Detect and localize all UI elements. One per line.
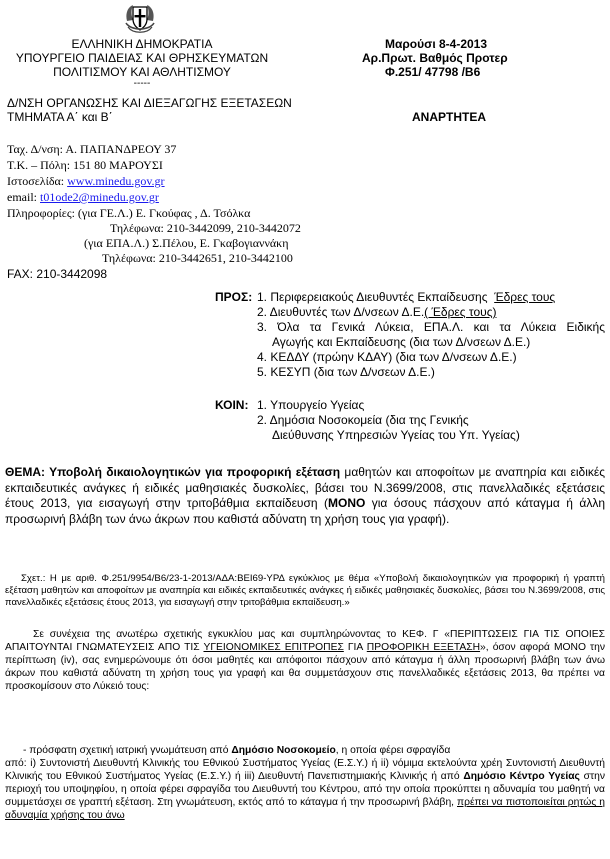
health-committees-underlined: ΥΓΕΙΟΝΟΜΙΚΕΣ ΕΠΙΤΡΟΠΕΣ [203,642,344,654]
subject-label: ΘΕΜΑ: [5,465,45,479]
cc-label: ΚΟΙΝ: [215,398,249,412]
body-bullet-1: - πρόσφατη σχετική ιατρική γνωμάτευση από Δημόσιο Νοσοκομείο, η οποία φέρει σφραγίδα [23,745,451,756]
contact-info-epal: (για ΕΠΑ.Λ.) Σ.Πέλου, Ε. Γκαβογιαννάκη [84,236,289,250]
reference-paragraph: Σχετ.: Η με αριθ. Φ.251/9954/Β6/23-1-2013/ΑΔΑ:ΒΕΙ69-ΥΡΔ εγκύκλιος με θέμα «Υποβολή δικαιολογητικών για προφορική ή γραπτή εξέταση μαθητών και αποφοίτων με αναπηρία και ειδικές εκπαιδευτικές ανάγκες ή ειδικές μαθησιακές δυσκολίες, βάσει του Ν.3699/2008, στις πανελλαδικές εξετάσεις έτους 2013, για εισαγωγή στην τριτοβάθμια εκπαίδευση.» [5,573,605,608]
subject-mono: ΜΟΝΟ [328,496,366,511]
email-label: email: [7,190,40,204]
recipient-5: 5. ΚΕΣΥΠ (δια των Δ/νσεων Δ.Ε.) [257,365,435,379]
recipient-1: 1. Περιφερειακούς Διευθυντές Εκπαίδευσης Έδρες τους [257,290,556,304]
oral-exam-underlined: ΠΡΟΦΟΡΙΚΗ ΕΞΕΤΑΣΗ [366,642,481,654]
header-ministry-line-1: ΥΠΟΥΡΓΕΙΟ ΠΑΙΔΕΙΑΣ ΚΑΙ ΘΡΗΣΚΕΥΜΑΤΩΝ [15,51,269,65]
contact-email-row [7,190,159,205]
certification-underlined: πρέπει να πιστοποιείται ρητώς η αδυναμία χρήσης του άνω [5,797,606,822]
body-bullet-1-cont: από: i) Συντονιστή Διευθυντή Κλινικής του Εθνικού Συστήματος Υγείας (Ε.Σ.Υ.) ή ii) νόμιμα εκτελούντα χρέη Συντονιστή Διευθυντή Κλινικής του Εθνικού Συστήματος Υγείας (Ε.Σ.Υ.) ή iii) Διευθυντή Πανεπιστημιακής Κλινικής ή από Δημόσιο Κέντρο Υγείας στην περιοχή του υποψηφίου, η οποία φέρει σφραγίδα του Διευθυντή του Κέντρου, από την οποία προκύπτει η αδυναμία του μαθητή να συμμετάσχει σε γραπτή εξέταση. Στη γνωμάτευση, εκτός από το κάταγμα ή την προσωρινή βλάβη, πρέπει να πιστοποιείται ρητώς η αδυναμία χρήσης του άνω [5,758,606,822]
header-directorate: Δ/ΝΣΗ ΟΡΓΑΝΩΣΗΣ ΚΑΙ ΔΙΕΞΑΓΩΓΗΣ ΕΞΕΤΑΣΕΩΝ [7,96,292,110]
website-label: Ιστοσελίδα: [7,174,68,188]
contact-website-row [7,174,165,189]
email-link[interactable]: t01ode2@minedu.gov.gr [40,190,159,204]
recipient-4: 4. ΚΕΔΔΥ (πρώην ΚΔΑΥ) (δια των Δ/νσεων Δ.Ε.) [257,350,517,364]
contact-postal: Τ.Κ. – Πόλη: 151 80 ΜΑΡΟΥΣΙ [7,158,163,172]
to-label: ΠΡΟΣ: [215,290,253,304]
cc-2-cont: Διεύθυνσης Υπηρεσιών Υγείας του Υπ. Υγείας) [272,428,520,442]
contact-fax: FAX: 210-3442098 [7,267,108,281]
subject-bold: Υποβολή δικαιολογητικών για προφορική εξέταση [45,465,341,479]
subject-paragraph [5,465,605,528]
header-separator: ----- [133,78,151,89]
contact-address: Ταχ. Δ/νση: Α. ΠΑΠΑΝΔΡΕΟΥ 37 [7,142,177,156]
body-paragraph-1: Σε συνέχεια της ανωτέρω σχετικής εγκυκλίου μας και συμπληρώνοντας το ΚΕΦ. Γ «ΠΕΡΙΠΤΩΣΕΙΣ ΓΙΑ ΤΙΣ ΟΠΟΙΕΣ ΑΠΑΙΤΟΥΝΤΑΙ ΓΝΩΜΑΤΕΥΣΕΙΣ ΑΠΟ ΤΙΣ ΥΓΕΙΟΝΟΜΙΚΕΣ ΕΠΙΤΡΟΠΕΣ ΓΙΑ ΠΡΟΦΟΡΙΚΗ ΕΞΕΤΑΣΗ», όσον αφορά ΜΟΝΟ την περίπτωση (iv), σας ενημερώνουμε ότι όσοι μαθητές και απόφοιτοι πάσχουν από κάταγμα ή άλλη προσωρινή βλάβη των άνω άκρων που καθιστά αδύνατη τη χρήση τους για γραφή και θα συμμετάσχουν στις πανελλαδικές εξετάσεις 2013, θα πρέπει να προσκομίσουν στο Λύκειό τους: [5,629,605,693]
header-ministry-line-2: ΠΟΛΙΤΙΣΜΟΥ ΚΑΙ ΑΘΛΗΤΙΣΜΟΥ [53,65,231,79]
posting-label: ΑΝΑΡΤΗΤΕΑ [412,110,486,124]
recipient-3-cont: Αγωγής και Εκπαίδευσης (δια των Δ/νσεων Δ.Ε.) [272,335,531,349]
header-country: ΕΛΛΗΝΙΚΗ ΔΗΜΟΚΡΑΤΙΑ [71,37,213,51]
subject-text-end: για όσους πάσχουν από κάταγμα ή άλλη προσωρινή βλάβη των άνω άκρων που καθιστά αδύνατη τη χρήση τους για γραφή). [5,496,605,527]
contact-phones-gel: Τηλέφωνα: 210-3442099, 210-3442072 [110,221,301,235]
recipient-2: 2. Διευθυντές των Δ/νσεων Δ.Ε.( Έδρες τους) [257,305,497,319]
protocol-label: Αρ.Πρωτ. Βαθμός Προτερ [362,51,508,65]
recipient-2-seats: ( Έδρες τους) [424,305,497,319]
subject-text: μαθητών και αποφοίτων με αναπηρία και ειδικές εκπαιδευτικές ανάγκες ή ειδικές μαθησιακές δυσκολίες, βάσει του Ν.3699/2008, στις πανελλαδικές εξετάσεις έτους 2013, για εισαγωγή στην τριτοβάθμια εκπαίδευση ( [5,465,606,511]
greek-coat-of-arms-emblem [121,1,159,35]
cc-2: 2. Δημόσια Νοσοκομεία (δια της Γενικής [257,413,469,427]
document-date: Μαρούσι 8-4-2013 [385,37,488,51]
contact-phones-epal: Τηλέφωνα: 210-3442651, 210-3442100 [102,251,293,265]
contact-info-gel: Πληροφορίες: (για ΓΕ.Λ.) Ε. Γκούφας , Δ. Τσόλκα [7,206,251,220]
recipient-1-seats: Έδρες τους [494,290,556,304]
header-departments: ΤΜΗΜΑΤΑ Α΄ και Β΄ [7,110,113,124]
protocol-number: Φ.251/ 47798 /Β6 [385,65,481,79]
public-hospital-bold: Δημόσιο Νοσοκομείο [231,745,336,756]
website-link[interactable]: www.minedu.gov.gr [67,174,165,188]
recipient-3: 3. Όλα τα Γενικά Λύκεια, ΕΠΑ.Λ. και τα Λύκεια Ειδικής [257,320,605,334]
health-center-bold: Δημόσιο Κέντρο Υγείας [463,771,580,783]
cc-1: 1. Υπουργείο Υγείας [257,398,365,412]
